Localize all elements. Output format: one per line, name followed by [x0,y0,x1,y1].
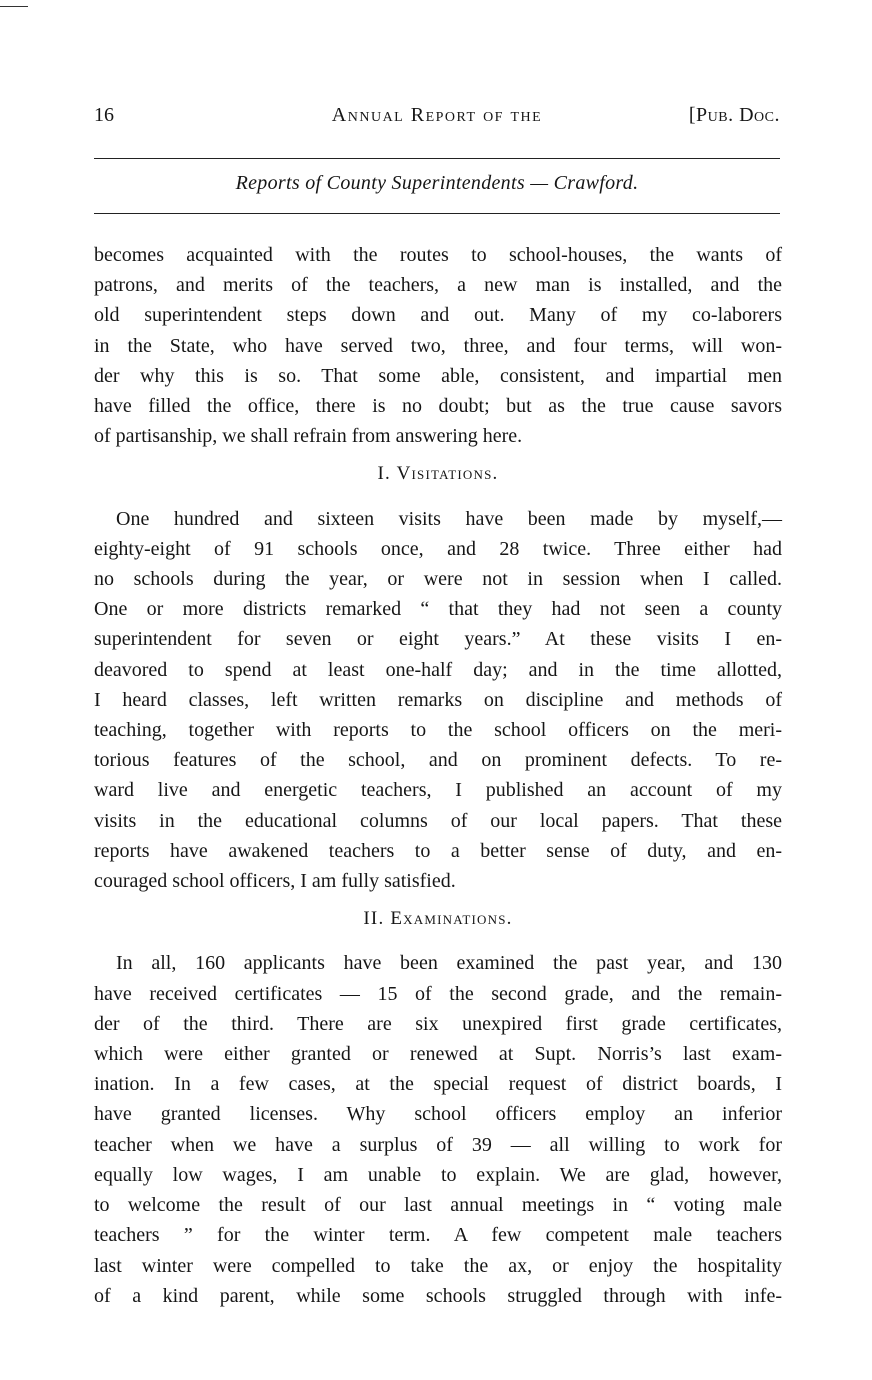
text-line: visits in the educational columns of our local papers. That these [94,809,782,832]
text-line: ination. In a few cases, at the special request of district boards, I [94,1073,782,1096]
text-line: teacher when we have a surplus of 39 — all willing to work for [94,1133,782,1156]
page-header [94,104,780,134]
text-line: have received certificates — 15 of the second grade, and the remain- [94,982,782,1005]
text-line: becomes acquainted with the routes to school-houses, the wants of [94,244,782,266]
text-line: One hundred and sixteen visits have been made by myself,— [116,507,782,530]
text-line: teaching, together with reports to the school officers on the meri- [94,719,782,742]
running-title: Annual Report of the [331,104,543,126]
scan-corner-mark [0,6,28,7]
document-tag: [Pub. Doc. [688,104,780,126]
header-rule-bottom [94,213,780,214]
section-heading-examinations: II. Examinations. [363,908,513,930]
text-line: In all, 160 applicants have been examined the past year, and 130 [116,952,782,975]
section-subtitle: Reports of County Superintendents — Crawford. [235,172,639,194]
text-line: have filled the office, there is no doubt; but as the true cause savors [94,395,782,418]
text-line: old superintendent steps down and out. Many of my co-laborers [94,304,782,327]
text-line: eighty-eight of 91 schools once, and 28 twice. Three either had [94,537,782,560]
text-line: no schools during the year, or were not in session when I called. [94,568,782,591]
text-line: of partisanship, we shall refrain from answering here. [94,425,523,448]
text-line: teachers ” for the winter term. A few competent male teachers [94,1224,782,1247]
text-line: I heard classes, left written remarks on discipline and methods of [94,688,782,711]
header-rule-top [94,158,780,159]
text-line: have granted licenses. Why school officers employ an inferior [94,1103,782,1126]
paragraph-continuation [94,240,782,451]
text-line: last winter were compelled to take the ax, or enjoy the hospitality [94,1254,782,1277]
text-line: deavored to spend at least one-half day; and in the time allotted, [94,658,782,681]
text-line: ward live and energetic teachers, I published an account of my [94,779,782,802]
text-line: One or more districts remarked “ that they had not seen a county [94,598,782,621]
text-line: of a kind parent, while some schools struggled through with infe- [94,1284,782,1307]
text-line: reports have awakened teachers to a better sense of duty, and en- [94,839,782,862]
text-line: equally low wages, I am unable to explain. We are glad, however, [94,1163,782,1186]
paragraph-examinations [94,948,782,1310]
text-line: der why this is so. That some able, consistent, and impartial men [94,364,782,387]
body-text [94,240,782,1311]
page-number: 16 [94,104,114,126]
text-line: which were either granted or renewed at Supt. Norris’s last exam- [94,1043,782,1066]
text-line: to welcome the result of our last annual meetings in “ voting male [94,1194,782,1217]
paragraph-visitations [94,504,782,897]
text-line: der of the third. There are six unexpired first grade certificates, [94,1012,782,1035]
text-line: in the State, who have served two, three, and four terms, will won- [94,334,782,357]
section-heading-visitations: I. Visitations. [377,463,499,485]
text-line: superintendent for seven or eight years.” At these visits I en- [94,628,782,651]
text-line: patrons, and merits of the teachers, a new man is installed, and the [94,274,782,297]
text-line: couraged school officers, I am fully satisfied. [94,870,456,893]
text-line: torious features of the school, and on prominent defects. To re- [94,749,782,772]
